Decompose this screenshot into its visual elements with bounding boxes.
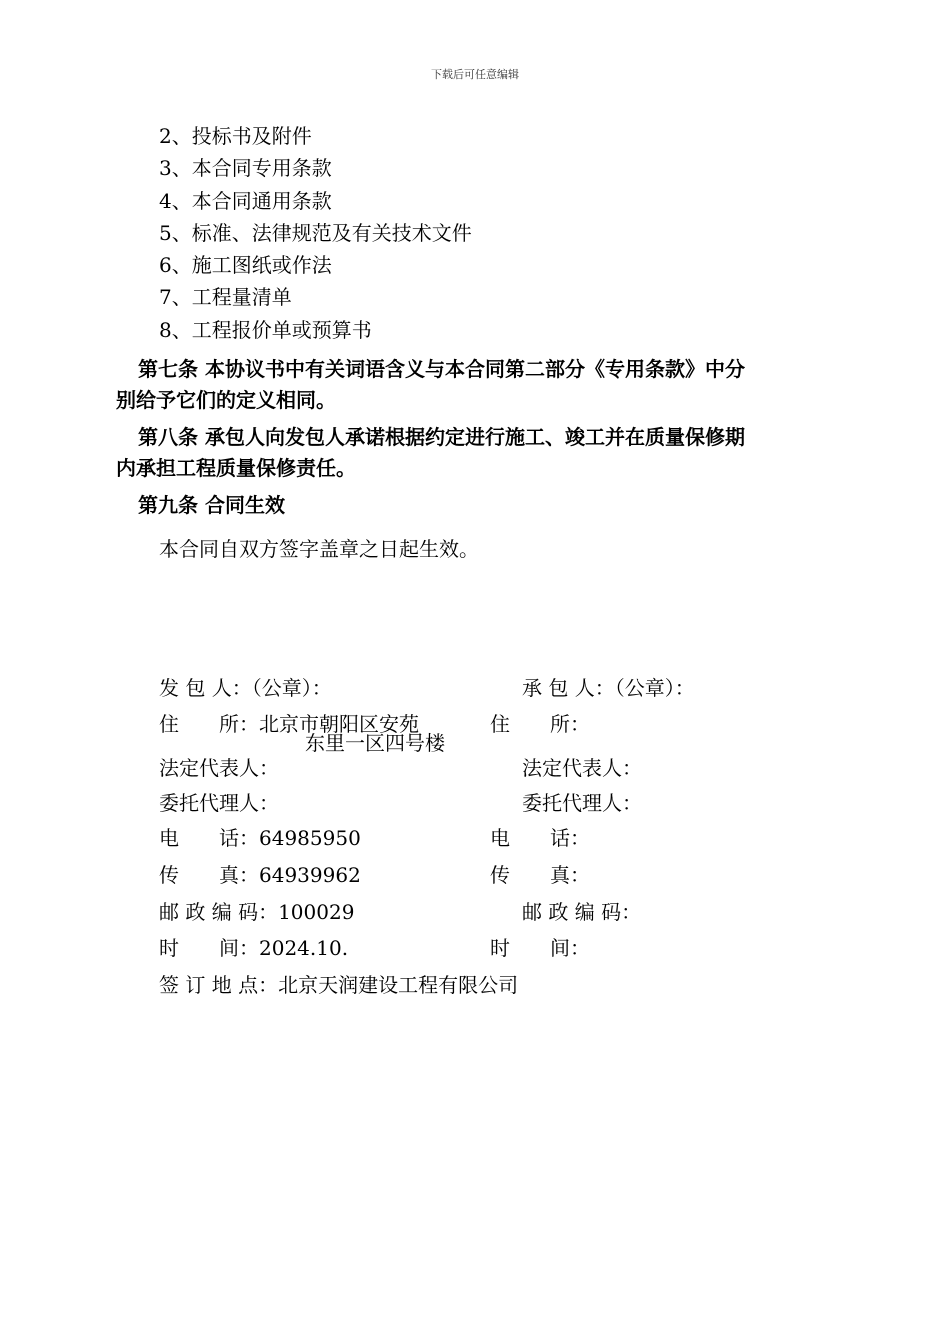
employer-postcode: 邮 政 编 码：100029 — [159, 900, 355, 924]
list-item: 6、施工图纸或作法 — [159, 253, 332, 278]
list-item: 7、工程量清单 — [159, 285, 292, 310]
article-7-line1: 第七条 本协议书中有关词语含义与本合同第二部分《专用条款》中分 — [138, 357, 745, 381]
article-9-body: 本合同自双方签字盖章之日起生效。 — [159, 537, 479, 561]
article-9-title: 第九条 合同生效 — [138, 493, 285, 517]
signing-place: 签 订 地 点：北京天润建设工程有限公司 — [159, 973, 519, 997]
attachment-list — [159, 120, 472, 346]
contractor-postcode: 邮 政 编 码： — [522, 900, 642, 924]
list-item: 4、本合同通用条款 — [159, 188, 332, 213]
contractor-legal-rep: 法定代表人： — [522, 756, 642, 780]
article-7-line2: 别给予它们的定义相同。 — [116, 388, 336, 412]
employer-address: 住 所：北京市朝阳区安苑 — [159, 712, 419, 736]
page-header: 下载后可任意编辑 — [431, 68, 519, 81]
contractor-fax: 传 真： — [490, 863, 590, 887]
article-8 — [116, 422, 836, 484]
list-item: 8、工程报价单或预算书 — [159, 317, 372, 342]
list-item: 3、本合同专用条款 — [159, 156, 332, 181]
employer-label: 发 包 人：（公章）： — [159, 676, 332, 700]
employer-fax: 传 真：64939962 — [159, 863, 361, 887]
article-8-line2: 内承担工程质量保修责任。 — [116, 456, 356, 480]
employer-legal-rep: 法定代表人： — [159, 756, 279, 780]
list-item: 2、投标书及附件 — [159, 124, 312, 148]
employer-time: 时 间：2024.10. — [159, 936, 349, 960]
employer-address-line2: 东里一区四号楼 — [305, 731, 445, 755]
contractor-agent: 委托代理人： — [522, 791, 642, 815]
contractor-phone: 电 话： — [490, 826, 590, 850]
list-item: 5、标准、法律规范及有关技术文件 — [159, 220, 472, 245]
article-7 — [116, 354, 836, 416]
contractor-time: 时 间： — [490, 936, 590, 960]
contractor-label: 承 包 人：（公章）： — [522, 676, 695, 700]
contractor-address: 住 所： — [490, 712, 590, 736]
employer-phone: 电 话：64985950 — [159, 826, 361, 850]
article-8-line1: 第八条 承包人向发包人承诺根据约定进行施工、竣工并在质量保修期 — [138, 425, 745, 449]
employer-agent: 委托代理人： — [159, 791, 279, 815]
